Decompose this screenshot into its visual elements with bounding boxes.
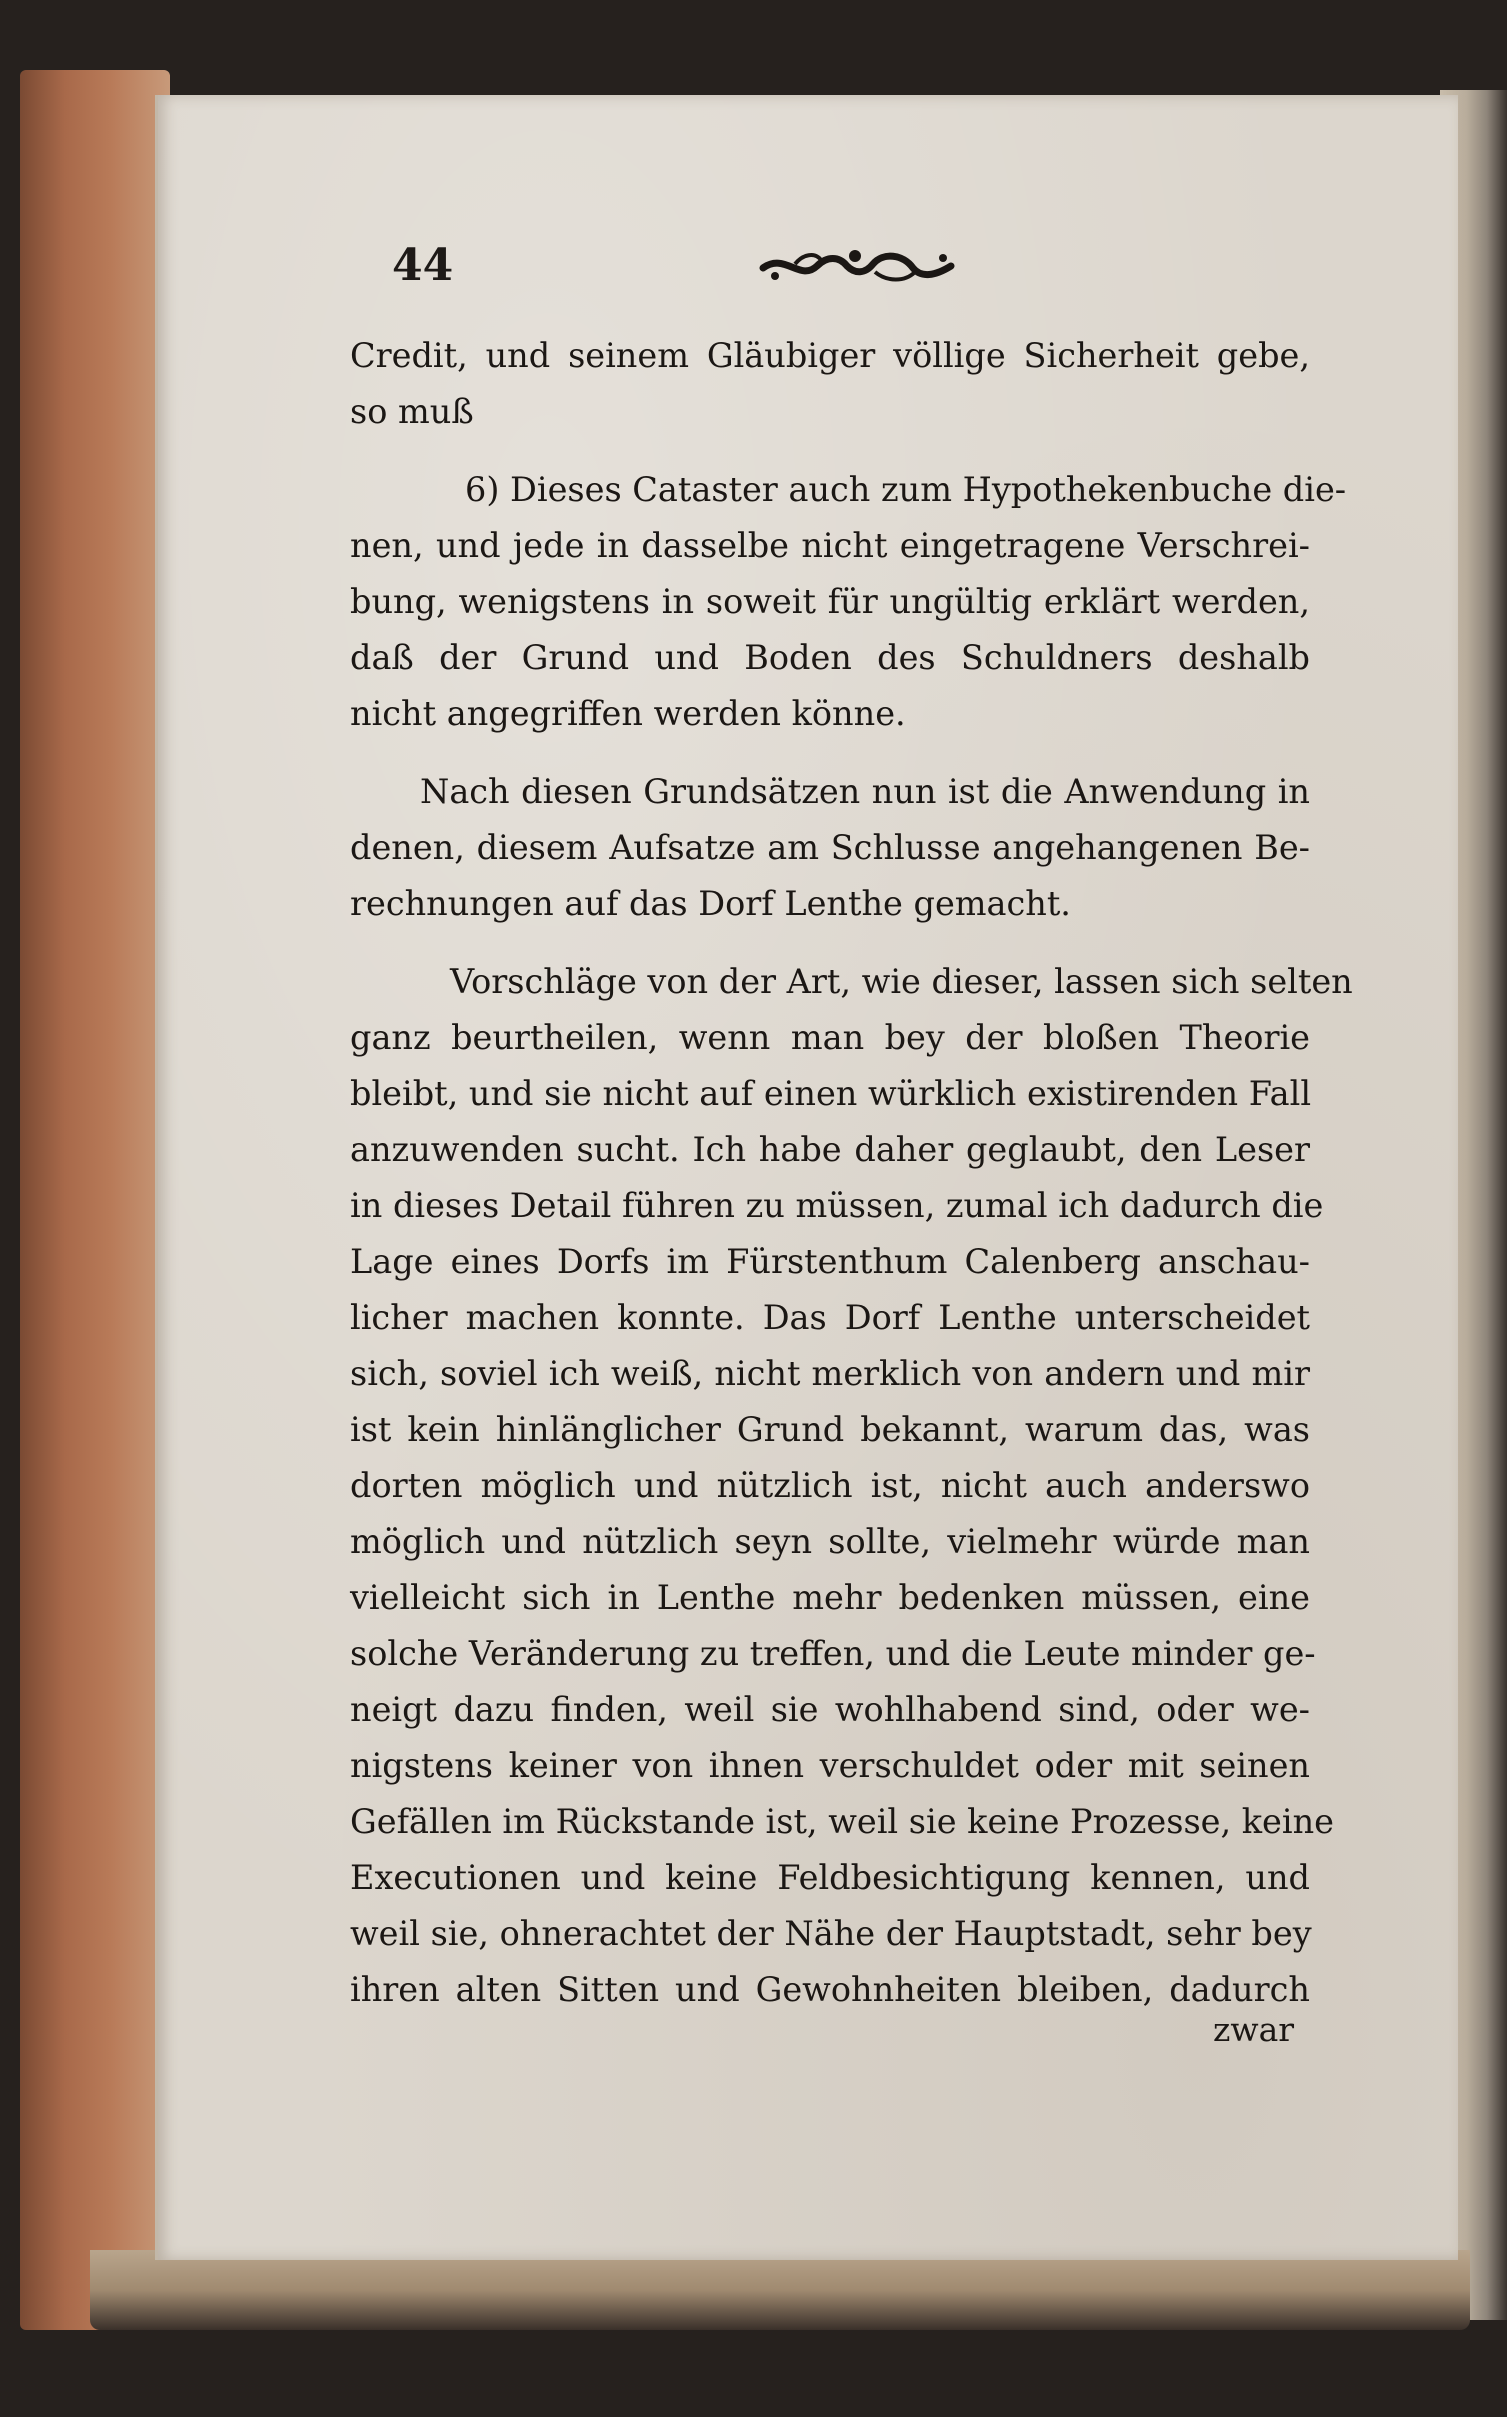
text-line: ganz beurtheilen, wenn man bey der bloßen Theorie: [350, 1018, 1310, 1057]
catchword: zwar: [1213, 2010, 1295, 2049]
floral-vignette-icon: [755, 242, 960, 292]
text-line: ist kein hinlänglicher Grund bekannt, warum das, was: [350, 1410, 1310, 1449]
text-line: bleibt, und sie nicht auf einen würklich existirenden Fall: [350, 1074, 1312, 1113]
text-line: möglich und nützlich seyn sollte, vielmehr würde man: [350, 1522, 1310, 1561]
text-line: Gefällen im Rückstande ist, weil sie keine Prozesse, keine: [350, 1802, 1334, 1841]
text-line: so muß: [350, 392, 474, 431]
text-line: daß der Grund und Boden des Schuldners deshalb: [350, 638, 1310, 677]
text-line: Executionen und keine Feldbesichtigung kennen, und: [350, 1858, 1310, 1897]
page-number: 44: [392, 240, 454, 291]
text-line: Lage eines Dorfs im Fürstenthum Calenberg anschau-: [350, 1242, 1310, 1281]
text-line: sich, soviel ich weiß, nicht merklich von andern und mir: [350, 1354, 1310, 1393]
text-line: Credit, und seinem Gläubiger völlige Sicherheit gebe,: [350, 336, 1310, 375]
text-line: dorten möglich und nützlich ist, nicht auch anderswo: [350, 1466, 1310, 1505]
body-text: [350, 328, 1353, 2018]
text-line: rechnungen auf das Dorf Lenthe gemacht.: [350, 884, 1071, 923]
text-line: licher machen konnte. Das Dorf Lenthe unterscheidet: [350, 1298, 1310, 1337]
text-line: ihren alten Sitten und Gewohnheiten bleiben, dadurch: [350, 1970, 1310, 2009]
text-line: in dieses Detail führen zu müssen, zumal ich dadurch die: [350, 1186, 1324, 1225]
text-line: weil sie, ohnerachtet der Nähe der Hauptstadt, sehr bey: [350, 1914, 1312, 1953]
book-edge-bottom: [90, 2250, 1470, 2330]
text-line: neigt dazu finden, weil sie wohlhabend sind, oder we-: [350, 1690, 1310, 1729]
text-line: denen, diesem Aufsatze am Schlusse angehangenen Be-: [350, 828, 1310, 867]
text-line: 6) Dieses Cataster auch zum Hypothekenbuche die-: [465, 470, 1347, 509]
text-line: Vorschläge von der Art, wie dieser, lassen sich selten: [450, 962, 1353, 1001]
text-line: anzuwenden sucht. Ich habe daher geglaubt, den Leser: [350, 1130, 1310, 1169]
text-line: Nach diesen Grundsätzen nun ist die Anwendung in: [420, 772, 1310, 811]
text-line: bung, wenigstens in soweit für ungültig erklärt werden,: [350, 582, 1310, 621]
text-line: solche Veränderung zu treffen, und die Leute minder ge-: [350, 1634, 1316, 1673]
book-cover-edge-left: [20, 70, 170, 2330]
text-line: vielleicht sich in Lenthe mehr bedenken müssen, eine: [350, 1578, 1310, 1617]
text-line: nigstens keiner von ihnen verschuldet oder mit seinen: [350, 1746, 1310, 1785]
text-line: nicht angegriffen werden könne.: [350, 694, 906, 733]
text-line: nen, und jede in dasselbe nicht eingetragene Verschrei-: [350, 526, 1310, 565]
